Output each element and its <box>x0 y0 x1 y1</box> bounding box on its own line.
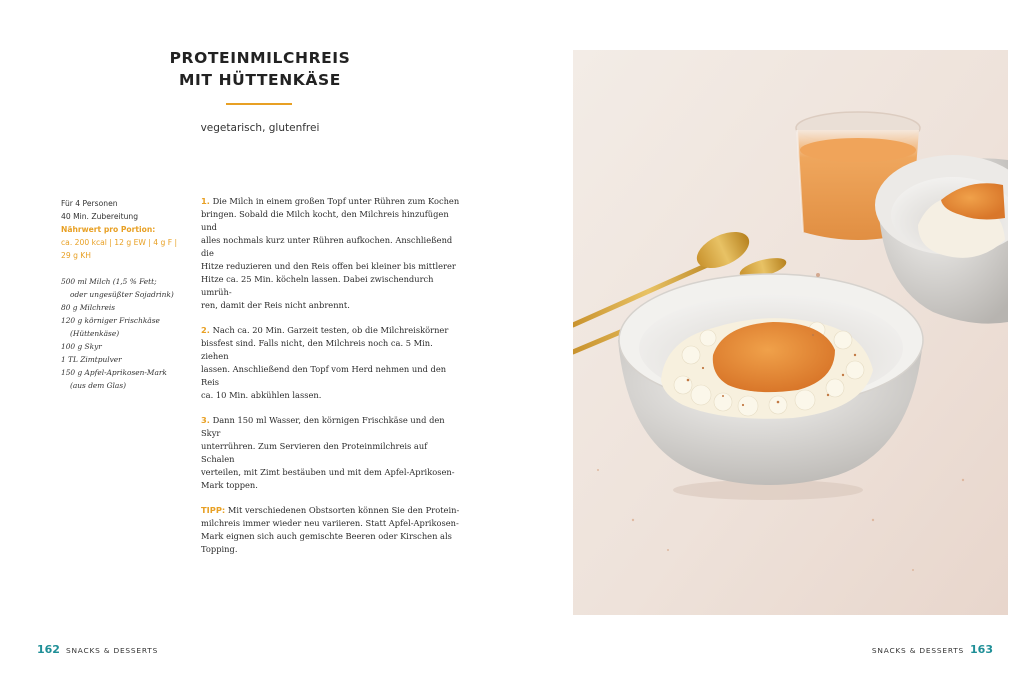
recipe-title-line1: PROTEINMILCHREIS <box>169 49 351 67</box>
step-line: lassen. Anschließend den Topf vom Herd nehmen und den Reis <box>201 364 447 387</box>
footer-left <box>37 638 158 657</box>
ingredient-item: oder ungesüßter Sojadrink) <box>70 290 174 299</box>
tip-line: Mark eignen sich auch gemischte Beeren oder Kirschen als <box>201 531 452 541</box>
recipe-title <box>150 47 370 91</box>
servings: Für 4 Personen <box>61 199 118 208</box>
step-line: bissfest sind. Falls nicht, den Milchreis noch ca. 5 Min. ziehen <box>201 338 433 361</box>
page-number-left: 162 <box>37 643 60 656</box>
instructions <box>201 195 461 568</box>
step-line: Hitze reduzieren und den Reis offen bei kleiner bis mittlerer <box>201 261 456 271</box>
ingredient-list <box>61 275 181 392</box>
tip-label: TIPP: <box>201 505 226 515</box>
footer-right <box>872 638 993 657</box>
ingredient-item: (Hüttenkäse) <box>70 329 120 338</box>
step-line: Die Milch in einem großen Topf unter Rühren zum Kochen <box>212 196 460 206</box>
tip <box>201 504 461 556</box>
title-divider <box>226 103 292 105</box>
step-line: Mark toppen. <box>201 480 258 490</box>
step-1 <box>201 195 461 312</box>
nutrition-label: Nährwert pro Portion: <box>61 225 156 234</box>
ingredient-item: 150 g Apfel-Aprikosen-Mark <box>61 368 167 377</box>
section-name-right: SNACKS & DESSERTS <box>871 646 965 655</box>
section-name-left: SNACKS & DESSERTS <box>65 646 159 655</box>
step-line: unterrühren. Zum Servieren den Proteinmilchreis auf Schalen <box>201 441 428 464</box>
nutrition-values-1: ca. 200 kcal | 12 g EW | 4 g F | <box>61 238 178 247</box>
recipe-title-line2: MIT HÜTTENKÄSE <box>179 71 341 89</box>
ingredient-item: 120 g körniger Frischkäse <box>61 316 160 325</box>
ingredient-item: 80 g Milchreis <box>61 303 116 312</box>
step-line: ca. 10 Min. abkühlen lassen. <box>201 390 322 400</box>
recipe-meta <box>61 197 181 262</box>
step-line: bringen. Sobald die Milch kocht, den Milchreis hinzufügen und <box>201 209 449 232</box>
step-number: 3. <box>201 415 210 425</box>
ingredient-item: 100 g Skyr <box>61 342 102 351</box>
nutrition-values-2: 29 g KH <box>61 251 92 260</box>
ingredient-item: 1 TL Zimtpulver <box>61 355 122 364</box>
tip-line: Topping. <box>201 544 238 554</box>
step-line: ren, damit der Reis nicht anbrennt. <box>201 300 350 310</box>
prep-time: 40 Min. Zubereitung <box>61 212 139 221</box>
ingredient-item: (aus dem Glas) <box>70 381 127 390</box>
step-line: Nach ca. 20 Min. Garzeit testen, ob die Milchreiskörner <box>212 325 449 335</box>
ingredient-item: 500 ml Milch (1,5 % Fett; <box>61 277 157 286</box>
recipe-photo <box>573 50 1008 615</box>
step-line: verteilen, mit Zimt bestäuben und mit dem Apfel-Aprikosen- <box>201 467 455 477</box>
step-3 <box>201 414 461 492</box>
step-number: 2. <box>201 325 210 335</box>
step-line: Dann 150 ml Wasser, den körnigen Frischkäse und den Skyr <box>201 415 445 438</box>
step-line: alles nochmals kurz unter Rühren aufkochen. Anschließend die <box>201 235 453 258</box>
tip-line: Mit verschiedenen Obstsorten können Sie den Protein- <box>227 505 460 515</box>
page-number-right: 163 <box>970 643 993 656</box>
recipe-subtitle: vegetarisch, glutenfrei <box>200 122 320 134</box>
step-2 <box>201 324 461 402</box>
tip-line: milchreis immer wieder neu variieren. Statt Apfel-Aprikosen- <box>201 518 459 528</box>
step-number: 1. <box>201 196 210 206</box>
step-line: Hitze ca. 25 Min. köcheln lassen. Dabei zwischendurch umrüh- <box>201 274 434 297</box>
